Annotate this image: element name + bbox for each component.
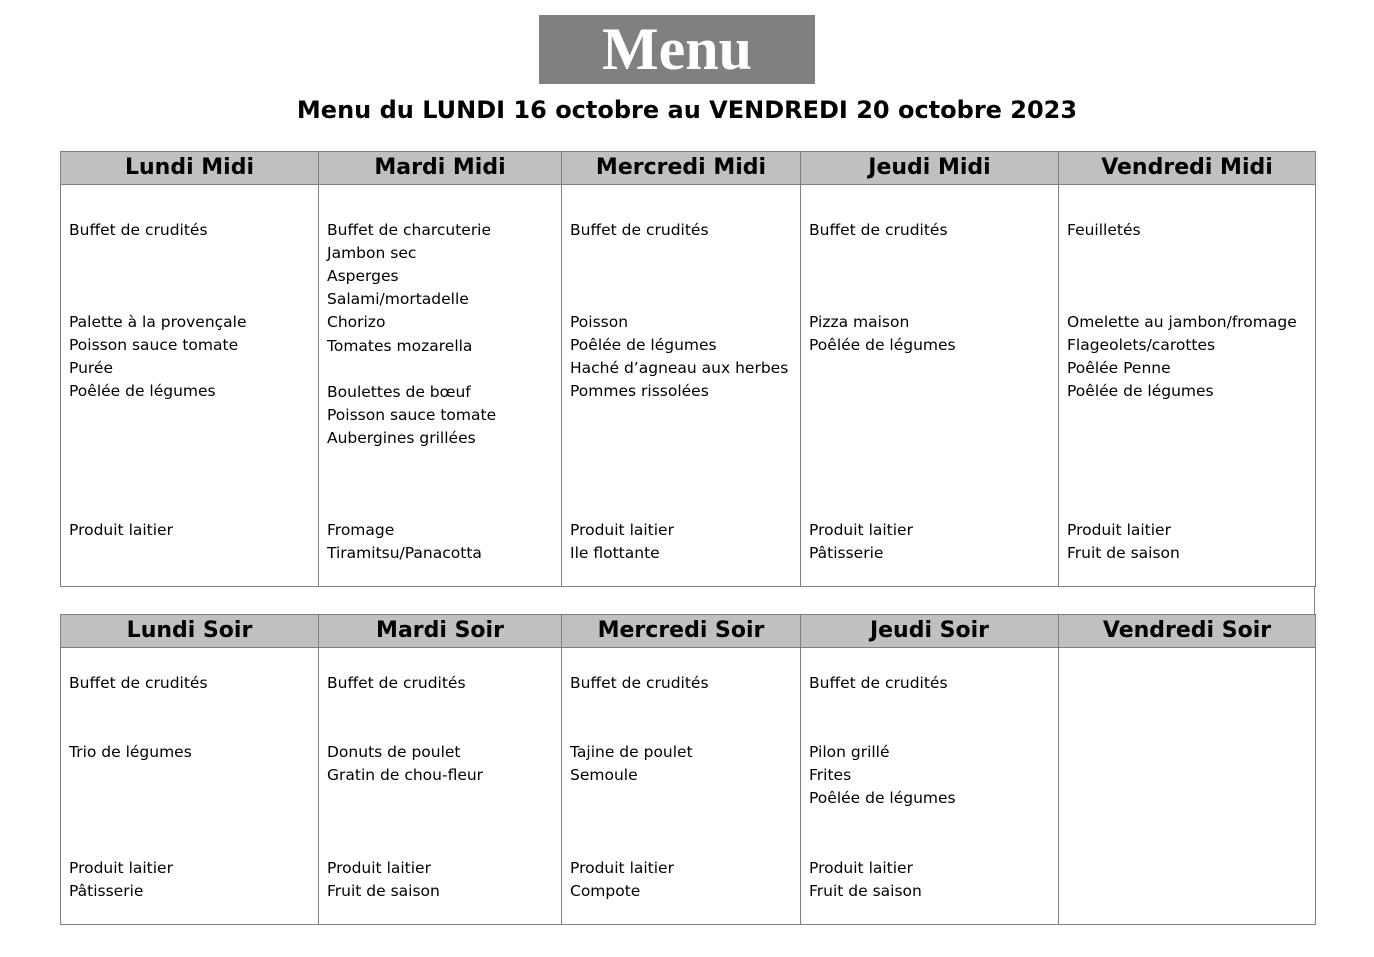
header-lundi-midi: Lundi Midi (61, 152, 319, 185)
cell-mardi-midi (319, 185, 562, 587)
menu-item: Produit laitier (570, 521, 674, 539)
menu-item: Produit laitier (809, 859, 913, 877)
menu-item: Semoule (570, 766, 638, 785)
menu-item: Pâtisserie (69, 882, 144, 901)
menu-item: Salami/mortadelle (327, 290, 469, 309)
page-subtitle: Menu du LUNDI 16 octobre au VENDREDI 20 octobre 2023 (296, 96, 1078, 124)
menu-item: Poêlée de légumes (570, 336, 717, 355)
menu-item: Compote (570, 882, 641, 901)
menu-item: Produit laitier (570, 859, 674, 877)
menu-item: Buffet de crudités (809, 674, 948, 692)
menu-item: Fruit de saison (809, 882, 922, 901)
menu-item: Chorizo (327, 313, 386, 332)
menu-item: Buffet de charcuterie (327, 221, 492, 239)
menu-item: Fromage (327, 521, 395, 539)
page-title: Menu (539, 15, 815, 84)
menu-item: Poêlée Penne (1067, 359, 1171, 378)
menu-item: Pâtisserie (809, 544, 884, 563)
menu-item: Jambon sec (327, 244, 417, 263)
menu-item: Trio de légumes (69, 743, 192, 761)
menu-item: Buffet de crudités (570, 674, 709, 692)
menu-item: Produit laitier (327, 859, 431, 877)
header-mercredi-midi: Mercredi Midi (562, 152, 801, 185)
menu-item: Donuts de poulet (327, 743, 461, 761)
menu-item: Boulettes de bœuf (327, 382, 471, 401)
menu-item: Buffet de crudités (69, 674, 208, 692)
header-mardi-soir: Mardi Soir (319, 615, 562, 648)
menu-table-midi (60, 151, 1316, 587)
menu-item: Asperges (327, 267, 399, 286)
menu-item: Produit laitier (69, 859, 173, 877)
menu-item: Palette à la provençale (69, 313, 247, 331)
header-mercredi-soir: Mercredi Soir (562, 615, 801, 648)
cell-jeudi-soir (801, 648, 1059, 925)
menu-item: Poisson sauce tomate (69, 336, 239, 355)
cell-lundi-midi (61, 185, 319, 587)
cell-mardi-soir (319, 648, 562, 925)
menu-item: Produit laitier (69, 521, 173, 539)
menu-item: Aubergines grillées (327, 428, 476, 447)
menu-item: Frites (809, 766, 852, 785)
menu-item: Poêlée de légumes (69, 382, 216, 401)
header-jeudi-midi: Jeudi Midi (801, 152, 1059, 185)
menu-item: Feuilletés (1067, 221, 1141, 239)
table-separator (1314, 587, 1315, 614)
menu-item: Flageolets/carottes (1067, 336, 1216, 355)
menu-item: Produit laitier (809, 521, 913, 539)
menu-item: Ile flottante (570, 544, 660, 563)
cell-vendredi-midi (1059, 185, 1316, 587)
cell-lundi-soir (61, 648, 319, 925)
menu-item: Pommes rissolées (570, 382, 709, 401)
menu-item: Produit laitier (1067, 521, 1171, 539)
menu-item: Poisson (570, 313, 629, 331)
menu-item: Buffet de crudités (809, 221, 948, 239)
menu-item: Fruit de saison (1067, 544, 1180, 563)
menu-item: Tomates mozarella (327, 336, 473, 355)
header-vendredi-soir: Vendredi Soir (1059, 615, 1316, 648)
header-mardi-midi: Mardi Midi (319, 152, 562, 185)
cell-vendredi-soir (1059, 648, 1316, 925)
menu-table-soir (60, 614, 1316, 925)
cell-mercredi-soir (562, 648, 801, 925)
menu-item: Haché d’agneau aux herbes (570, 359, 789, 378)
header-vendredi-midi: Vendredi Midi (1059, 152, 1316, 185)
menu-item: Pizza maison (809, 313, 910, 331)
cell-mercredi-midi (562, 185, 801, 587)
cell-jeudi-midi (801, 185, 1059, 587)
menu-item: Pilon grillé (809, 743, 890, 761)
header-jeudi-soir: Jeudi Soir (801, 615, 1059, 648)
menu-item: Tajine de poulet (570, 743, 693, 761)
menu-item: Fruit de saison (327, 882, 440, 901)
menu-item: Omelette au jambon/fromage (1067, 313, 1297, 331)
menu-item: Purée (69, 359, 114, 378)
menu-item: Poêlée de légumes (809, 789, 956, 808)
menu-item: Poisson sauce tomate (327, 405, 497, 424)
menu-item: Tiramitsu/Panacotta (327, 544, 482, 563)
menu-item: Buffet de crudités (570, 221, 709, 239)
header-lundi-soir: Lundi Soir (61, 615, 319, 648)
menu-item: Gratin de chou-fleur (327, 766, 484, 785)
menu-item: Buffet de crudités (327, 674, 466, 692)
menu-item: Poêlée de légumes (809, 336, 956, 355)
menu-item: Poêlée de légumes (1067, 382, 1214, 401)
menu-item: Buffet de crudités (69, 221, 208, 239)
